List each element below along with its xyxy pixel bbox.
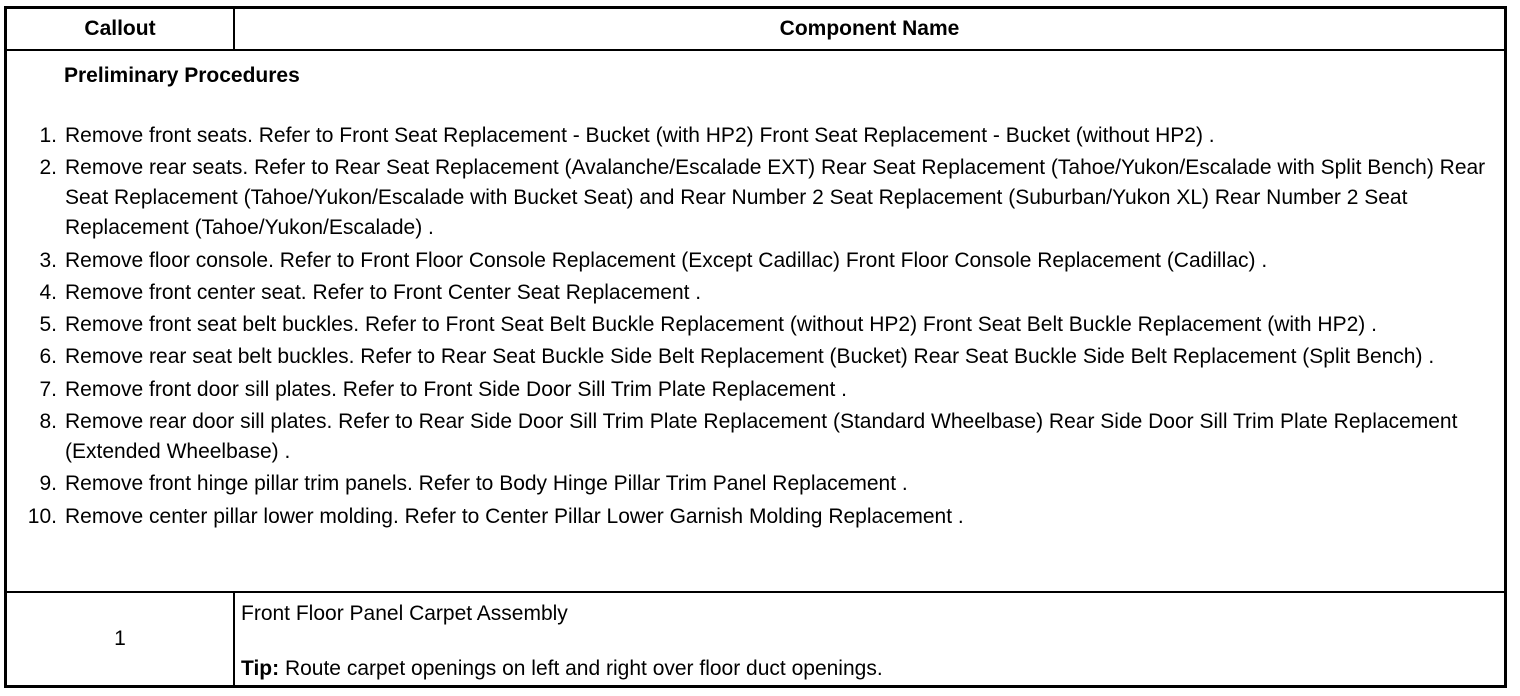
step-number: 6. [39, 345, 57, 369]
table-row [7, 593, 1504, 685]
procedure-step [7, 278, 1503, 308]
step-text: Remove front seat belt buckles. Refer to Front Seat Belt Buckle Replacement (without HP2) Front Seat Belt Buckle Replacement (with HP2) . [65, 313, 1377, 337]
procedure-step [7, 121, 1503, 151]
procedure-step [7, 407, 1503, 467]
step-number: 3. [39, 248, 57, 272]
step-text: Remove front hinge pillar trim panels. Refer to Body Hinge Pillar Trim Panel Replacement . [65, 472, 908, 496]
step-number: 8. [39, 410, 57, 434]
step-text: Remove rear seat belt buckles. Refer to Rear Seat Buckle Side Belt Replacement (Bucket) Rear Seat Buckle Side Belt Replacement (Split Bench) . [65, 345, 1435, 369]
tip-text: Route carpet openings on left and right over floor duct openings. [279, 657, 883, 680]
procedure-step [7, 469, 1503, 499]
header-component-name: Component Name [779, 17, 960, 40]
procedure-step [7, 342, 1503, 372]
step-text: Remove front seats. Refer to Front Seat Replacement - Bucket (with HP2) Front Seat Replacement - Bucket (without HP2) . [65, 124, 1215, 147]
header-callout: Callout [7, 9, 235, 49]
step-text: Remove center pillar lower molding. Refer to Center Pillar Lower Garnish Molding Replacement . [65, 504, 964, 528]
procedure-steps-list [7, 121, 1503, 534]
step-number: 9. [39, 472, 57, 496]
preliminary-procedures-section [7, 51, 1504, 593]
procedure-table [4, 6, 1507, 688]
step-text: Remove rear seats. Refer to Rear Seat Replacement (Avalanche/Escalade EXT) Rear Seat Replacement (Tahoe/Yukon/Escalade with Split Bench) Rear Seat Replacement (Tahoe/Yukon/Escalade with Bucket Seat) and Rear Number 2 Seat Replacement (Suburban/Yukon XL) Rear Number 2 Seat Replacement (Tahoe/Yukon/Escalade) . [65, 156, 1486, 240]
tip-note [241, 656, 883, 682]
preliminary-procedures-title: Preliminary Procedures [64, 64, 300, 87]
procedure-step [7, 375, 1503, 405]
procedure-step [7, 502, 1503, 532]
table-header [7, 9, 1504, 51]
tip-label: Tip: [241, 657, 280, 680]
step-text: Remove front door sill plates. Refer to Front Side Door Sill Trim Plate Replacement . [65, 377, 847, 401]
procedure-step [7, 310, 1503, 340]
procedure-step [7, 246, 1503, 276]
step-text: Remove front center seat. Refer to Front Center Seat Replacement . [65, 280, 702, 304]
callout-number: 1 [7, 593, 235, 685]
component-name: Front Floor Panel Carpet Assembly [241, 602, 568, 625]
step-text: Remove floor console. Refer to Front Floor Console Replacement (Except Cadillac) Front Floor Console Replacement (Cadillac) . [65, 248, 1268, 272]
step-text: Remove rear door sill plates. Refer to Rear Side Door Sill Trim Plate Replacement (Standard Wheelbase) Rear Side Door Sill Trim Plate Replacement (Extended Wheelbase) . [65, 410, 1458, 464]
component-cell [235, 593, 1504, 685]
step-number: 4. [39, 280, 57, 304]
step-number: 5. [39, 313, 57, 337]
step-number: 1. [39, 124, 57, 147]
procedure-step [7, 153, 1503, 243]
step-number: 7. [39, 377, 57, 401]
step-number: 2. [39, 156, 57, 180]
step-number: 10. [27, 504, 57, 528]
